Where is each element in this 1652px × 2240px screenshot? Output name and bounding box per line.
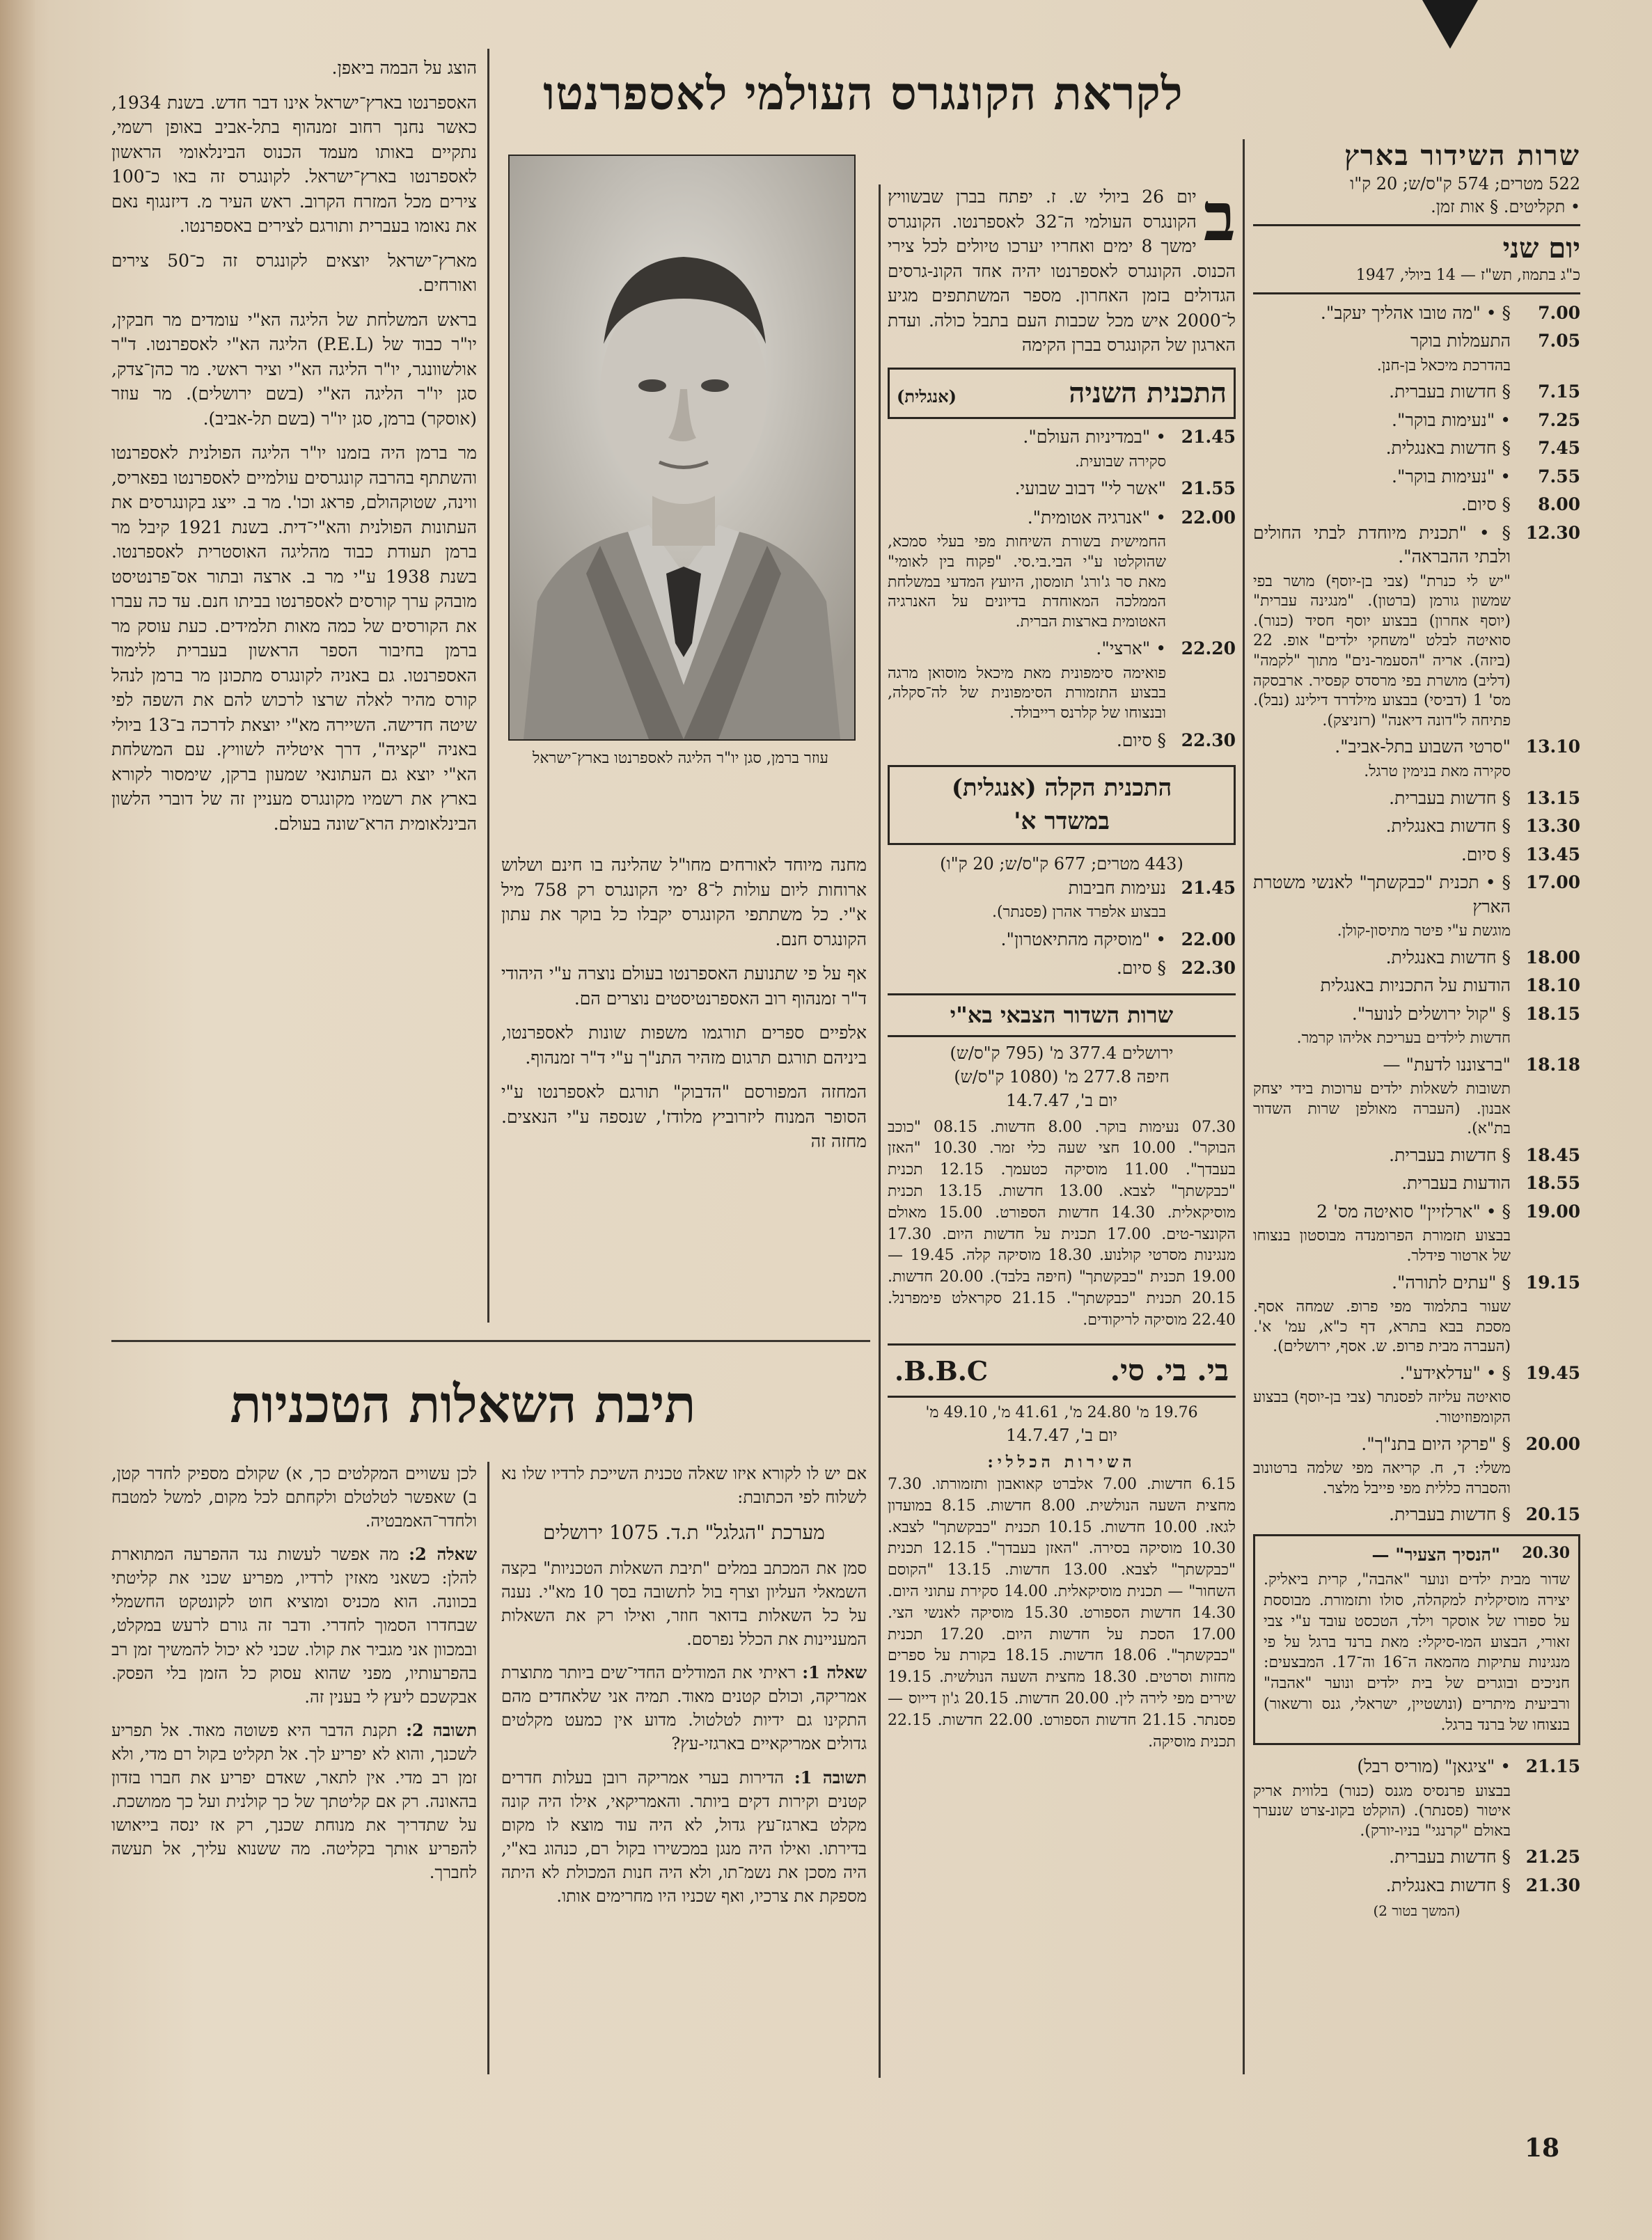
article-paragraph: האספרנטו בארץ־ישראל אינו דבר חדש. בשנת 1934, כאשר נחנך רחוב זמנהוף בתל-אביב באופן רשמי, נתקיים באותו מעמד הכנוס הבינלאומי הראשון לאספרנטו בארץ־ישראל. לקונגרס זה באו כ־100 צירים מכל המזרח הקרוב. ראש העיר מ. דיזנגוף נאם את נאומו בעברית ותורגם לצירים באספרנטו. bbox=[111, 92, 477, 236]
schedule-text: "ברצוננו לדעת" — bbox=[1383, 1054, 1511, 1075]
schedule-time: 19.45 bbox=[1525, 1362, 1580, 1383]
schedule-time: 18.18 bbox=[1525, 1054, 1580, 1075]
tech-headline: תיבת השאלות הטכניות bbox=[230, 1375, 696, 1435]
schedule-time: 18.45 bbox=[1525, 1144, 1580, 1165]
schedule-text: § סיום. bbox=[1461, 844, 1511, 865]
schedule-time: 21.15 bbox=[1525, 1756, 1580, 1777]
military-title: שרות השדור הצבאי בא"י bbox=[950, 1001, 1174, 1028]
schedule-text: "אשר לי" דבוב שבועי. bbox=[1014, 478, 1166, 499]
article-paragraph: מר ברמן היה בזמנו יו"ר הליגה הפולנית לאספרנטו והשתתף בהרבה קונגרסים עולמיים לאספרנטו בפאריס, ווינה, שטוקהולם, פראג וכו'. מר ב. ייצג בקונגרסים את העתונות הפולנית והא"י־דית. בשנת 1921 קיבל מר ברמן תעודת כבוד מהליגה האוסטרית לאספרנטו. בשנת 1938 ע"י מר ב. ארצה ובתור אס־פרנטיסט מובהק ערך קורסים לאספרנטו בביתו חנם. עד כה עברו את הקורסים של כמה מאות תלמידים. כעת עוסק מר ברמן בחיבור הספר הראשון בעברית ללימוד האספרנטו. גם באניה לקונגרס מתכונן מר ברמן לנהל קורס מהיר לאלה שרצו לרכוש להם את השפה לפי שיטה חדישה. השיירה מא"י יוצאת לדרכה ב־13 ביולי באניה "קציה", דרך איטליה לשוויץ. עם המשלחת הא"י יוצא גם העתונאי שמעון ברקן, שימסור לקורא בארץ את רשמיו מקונגרס מעניין זה של דוברי הלשון הבינלאומית הרא־שונה בעולם. bbox=[111, 443, 477, 834]
schedule-text: • "במדיניות העולם". bbox=[1023, 427, 1166, 448]
schedule-text: • "נעימות בוקר". bbox=[1392, 466, 1511, 487]
schedule-time: 7.45 bbox=[1538, 438, 1580, 459]
schedule-text: • "נעימות בוקר". bbox=[1392, 409, 1511, 430]
schedule-subtext: "יש לי כנרת" (צבי בן-יוסף) מושר בפי שמשון גורמן (ברטון). "מנגינה עברית" (יוסף אחרון) בבצוע יוסף חסיד (כנור). סואיטה לבלט "משחקי ילדים" אופ. 22 (ביזה). אריה "הסעמר-נים" מתוך "לקמה" (דליב) מושרת בפי מרסדס קפסיר. ארבסקה מס' 1 (דביסי) בבצוע מילדרד דילינג (נבל). פתיחה ל"דונה דיאנה" (רזניצק). bbox=[1253, 572, 1511, 729]
late-schedule-list bbox=[1253, 1755, 1580, 1898]
schedule-subtext: סואיטה עליזה לפסנתר (צבי בן-יוסף) בבצוע הקומפוזיטור. bbox=[1253, 1389, 1511, 1427]
schedule-time: 7.05 bbox=[1538, 331, 1580, 352]
divider bbox=[1253, 224, 1580, 226]
congress-intro-text: יום 26 ביולי ש. ז. יפתח בברן שבשוויץ הקונגרס העולמי ה־32 לאספרנטו. הקונגרס ימשך 8 ימים ואחריו יערכו טיולים לכל צירי הכנוס. הקונגרס לאספרנטו יהיה אחד הקונ-גרסים הגדולים בזמן האחרון. מספר המשתתפים מגיע ל־2000 איש מכל שכבות העם בתבל כולה. ועדת הארגון של הקונגרס בברן הקימה bbox=[888, 187, 1236, 355]
schedule-time: 21.45 bbox=[1181, 427, 1236, 448]
bbc-service: השירות הכללי: bbox=[987, 1453, 1136, 1472]
tech-intro: אם יש לו לקורא איזו שאלה טכנית השייכת לרדיו שלו נא לשלוח לפי הכתובת: bbox=[501, 1464, 867, 1508]
schedule-subtext: סקירה מאת בנימין טרגל. bbox=[1364, 762, 1511, 780]
boxed-program-title: "הנסיך הצעיר" — bbox=[1371, 1544, 1500, 1565]
schedule-subtext: משלי: ד, ח. קריאה מפי שלמה ברטונוב והסברה כללית מפי פייבל מלצר. bbox=[1253, 1460, 1511, 1497]
schedule-subtext: תשובות לשאלות ילדים ערוכות בידי יצחק אבנון. (העברה מאולפן שרות השדור בת"א). bbox=[1253, 1080, 1511, 1138]
column-rule bbox=[487, 49, 489, 1323]
schedule-subtext: בהדרכת מיכאל בן-חנן. bbox=[1376, 356, 1511, 374]
program-item bbox=[888, 476, 1236, 501]
schedule-item bbox=[1253, 1845, 1580, 1870]
military-freq1: ירושלים 377.4 מ' (795 ק"ס/ש) bbox=[950, 1043, 1174, 1064]
drop-cap: ב bbox=[1203, 178, 1236, 256]
bbc-text: 6.15 חדשות. 7.00 אלברט קאואבון ותזמורתו. 7.30 מחצית השעה הנולשית. 8.00 חדשות. 8.15 במועדון לגאז. 10.00 חדשות. 10.15 תכנית "כבקשתך" לצבא. 10.30 מוסיקה בסירה. "האזן בעבדך". 12.15 תכנית "כבקשתך" לצבא. 13.00 חדשות. 13.15 "הקוסם השחור" — תכנית מוסיקאלית. 14.00 סקירת עתוני היום. 14.30 חדשות הספורט. 15.30 מוסיקה לאנשי הצי. 17.00 הסכת על חדשות היום. 17.20 תכנית "כבקשתך". 18.06 חדשות. 18.15 בקורת על ספרים מחזות וסרטים. 18.30 מחצית השעה הנולשית. 19.15 שירים מפי לירה לין. 20.00 חדשות. 20.15 ג'ון דייוס — פסנתר. 21.15 חדשות הספורט. 22.00 חדשות. 22.15 תכנית מוסיקה. bbox=[888, 1476, 1236, 1751]
portrait-photo bbox=[508, 155, 856, 741]
article-paragraph: אף על פי שתנועת האספרנטו בעולם נוצרה ע"י היהודי ד"ר זמנהוף רוב האספרנטיסטים נוצרים הם. bbox=[501, 963, 867, 1009]
tech-left-top: לכן עשויים המקלטים כך, א) שקולם מספיק לחדר קטן, ב) שאפשר לטלטלם ולקחתם לכל מקום, למשל למטבח ולחדר־האמבטיה. bbox=[111, 1464, 477, 1531]
schedule-text: התעמלות בוקר bbox=[1410, 331, 1511, 352]
radio-header-title: שרות השידור בארץ bbox=[1344, 139, 1580, 172]
column-rule bbox=[487, 1462, 489, 2074]
page-number: 18 bbox=[1525, 2133, 1560, 2163]
schedule-time: 22.00 bbox=[1181, 507, 1236, 528]
tech-a2 bbox=[111, 1719, 477, 1885]
second-program-list bbox=[888, 425, 1236, 752]
schedule-text: § חדשות בעברית. bbox=[1389, 787, 1511, 808]
boxed-program-text: שדור מבית ילדים ונוער "אהבה", קרית ביאליק. יצירה מוסיקלית למקהלה, סולו ותזמורת. מבוססת על ספורו של אוסקר וילד, הטכסט עובד ע"י צבי זאורי, הבצוע המו-סיקלי: מאת ברנד ברגל על פי מנגינות עתיקות מהמאה ה־16 וה־17. המבצעים: חניכים ובוגרים של בית ילדים ונוער "אהבה" ורביעית מיתרים (ונושטיין, ישראלי, גנס ורשאור) בנצוחו של ברנד ברגל. bbox=[1264, 1570, 1571, 1735]
program-item bbox=[888, 728, 1236, 753]
schedule-time: 22.20 bbox=[1181, 638, 1236, 659]
schedule-time: 21.25 bbox=[1525, 1847, 1580, 1868]
schedule-text: • "אנרגיה אטומית". bbox=[1027, 507, 1166, 528]
a1-label: תשובה 1: bbox=[794, 1767, 867, 1788]
tech-q1 bbox=[501, 1661, 867, 1756]
schedule-time: 12.30 bbox=[1525, 522, 1580, 543]
schedule-time: 18.15 bbox=[1525, 1003, 1580, 1024]
schedule-item bbox=[1253, 1271, 1580, 1357]
schedule-text: § סיום. bbox=[1461, 494, 1511, 515]
tech-left-column bbox=[111, 1462, 477, 1894]
schedule-subtext: בבצוע פרנסיס מגנס (כנור) בלווית אריק איטור (פסנתר). (הוקלט בקונ-צרט שנערך באולם "קרנגי" בניו-יורק). bbox=[1253, 1782, 1511, 1840]
schedule-text: "סרטי השבוע בתל-אביב". bbox=[1335, 736, 1511, 757]
schedule-item bbox=[1253, 329, 1580, 376]
schedule-time: 7.15 bbox=[1538, 381, 1580, 402]
day-title: יום שני bbox=[1502, 232, 1580, 265]
schedule-subtext: סקירה שבועית. bbox=[1075, 452, 1166, 471]
schedule-time: 20.00 bbox=[1525, 1433, 1580, 1454]
schedule-text: § "קול ירושלים לנוער". bbox=[1351, 1003, 1511, 1024]
schedule-subtext: שעור בתלמוד מפי פרופ. שמחה אסף. מסכת בבא בתרא, דף כ"א, עמ' א'. (העברה מבית פרופ. ש. אסף, ירושלים). bbox=[1253, 1298, 1511, 1356]
schedule-text: § • "מה טובו אהליך יעקב". bbox=[1320, 302, 1511, 323]
schedule-text: הודעות על התכניות באנגלית bbox=[1320, 975, 1511, 996]
schedule-item bbox=[1253, 1144, 1580, 1168]
schedule-text: § חדשות באנגלית. bbox=[1385, 438, 1511, 459]
schedule-text: § סיום. bbox=[1116, 729, 1166, 750]
article-paragraph: בראש המשלחת של הליגה הא"י עומדים מר חבקין, יו"ר כבוד של (P.E.L) הליגה הא"י לאספרנטו. ד"ר אולשוונגר, יו"ר הליגה הא"י וציר ראשי. מר כהן־צדק, סגן יו"ר הליגה הא"י (בשם ירושלים). מר עוזר (אוסקר) ברמן, סגן יו"ר (בשם תל-אביב). bbox=[111, 309, 477, 429]
schedule-time: 22.30 bbox=[1181, 958, 1236, 979]
schedule-time: 19.15 bbox=[1525, 1272, 1580, 1293]
portrait-illustration bbox=[510, 156, 854, 739]
military-broadcast bbox=[888, 993, 1236, 1332]
article-paragraph: הוצג על הבמה ביאפן. bbox=[331, 58, 477, 78]
column-rule bbox=[1243, 139, 1245, 2074]
tech-address: מערכת "הגלגל" ת.ד. 1075 ירושלים bbox=[543, 1521, 825, 1545]
bbc-title-en: B.B.C. bbox=[895, 1355, 989, 1387]
a2-label: תשובה 2: bbox=[406, 1719, 477, 1740]
schedule-text: • "ארצי". bbox=[1096, 638, 1166, 659]
article-paragraph: המחזה המפורסם "הדבוק" תורגם לאספרנטו ע"י הסופר המנוח ליזרוביץ מלודז', שנספה ע"י הנאצים. מחזה זה bbox=[501, 1082, 867, 1151]
bbc-broadcast bbox=[888, 1343, 1236, 1753]
schedule-item bbox=[1253, 1172, 1580, 1196]
schedule-text: § חדשות בעברית. bbox=[1389, 381, 1511, 402]
q2-text: מה אפשר לעשות נגד ההפרעה המתוארת להלן: כשאני מאזין לרדיו, מפריע שכני את קליטתי בכוונה. הוא מכניס ומוציא חוט לקונטקט החשמלי שבחדרו הסמוך לחדרי. ודבר זה גורם לרעש במקלט, ובמכוון אני מגביר את קולו. שכני לא יכול להמשיך זמן רב בהפרעותיו, מפני שהוא עסוק כל הזמן בלי הפסק. אבקשכם ליעץ לי בענין זה. bbox=[111, 1545, 477, 1707]
schedule-time: 7.25 bbox=[1538, 409, 1580, 430]
schedule-time: 13.30 bbox=[1525, 816, 1580, 837]
schedule-text: § "עתים לתורה". bbox=[1392, 1272, 1511, 1293]
military-text: 07.30 נעימות בוקר. 8.00 חדשות. 08.15 "כוכב הבוקר". 10.00 חצי שעה כלי זמר. 10.30 "האזן בעבדך". 11.00 מוסיקה כטעמך. 12.15 תכנית "כבקשתך" לצבא. 13.00 חדשות. 13.15 תכנית מוסיקאלית. 14.30 חדשות הספורט. 15.00 מאולם הקונצר-טים. 17.00 תכנית על חדשות היום. 17.30 מנגינות מסרטי קולנוע. 18.30 מוסיקה קלה. 19.45 — 19.00 תכנית "כבקשתך" (חיפה בלבד). 20.00 חדשות. 20.15 תכנית "כבקשתך". 21.15 סקראלט פימפרנל. 22.40 מוסיקה לריקודים. bbox=[888, 1118, 1236, 1329]
schedule-time: 20.15 bbox=[1525, 1504, 1580, 1525]
military-day: יום ב', 14.7.47 bbox=[1005, 1091, 1118, 1111]
boxed-program bbox=[1253, 1534, 1580, 1745]
schedule-text: § חדשות בעברית. bbox=[1389, 1504, 1511, 1525]
schedule-item bbox=[1253, 1433, 1580, 1499]
a2-text: תקנת הדבר היא פשוטה מאוד. אל תפריע לשכנך, והוא לא יפריע לך. אל תקליט בקול רם מדי, ולא זמן רב מדי. אין לתאר, שאדם יפריע את חברו בזדון בהאונה. רק אם קליטתך של כך קולנית ועל כך ממושכת. על שתדריך את מנוחת שכנך, רק אז ינסה בייאושו להפריע אותך בקליטה. מה ששנוא עליך, אל תעשה לחברך. bbox=[111, 1720, 477, 1883]
bbc-freq: 19.76 מ' 24.80 מ', 41.61 מ', 49.10 מ' bbox=[925, 1404, 1198, 1422]
schedule-text: • "מוסיקה מהתיאטרון". bbox=[1000, 929, 1166, 949]
schedule-item bbox=[1253, 409, 1580, 433]
light-program bbox=[888, 765, 1236, 981]
schedule-item bbox=[1253, 1874, 1580, 1898]
q1-label: שאלה 1: bbox=[802, 1662, 867, 1683]
schedule-subtext: החמישית בשורת השיחות מפי בעלי סמכא, שהוקלטו ע"י הבי.בי.סי. "פקוח בין לאומי" מאת סר ג'ורג' תומסון, היועץ המדעי במשלחת הממלכה המאוחדת בדיונים על האנרגיה האטומית בארצות הברית. bbox=[888, 533, 1166, 631]
congress-intro bbox=[888, 178, 1236, 358]
q1-text: ראיתי את המודלים החדי־שים ביותר מתוצרת אמריקה, וכולם קטנים מאוד. תמיה אני שלאחדים מהם התקינו גם ידיות לטלטול. מדוע אין כמעט מקלטים גדולים אמריקאיים בארגזי-עץ? bbox=[501, 1663, 867, 1754]
light-program-freq: (443 מטרים; 677 ק"ס/ש; 20 ק"ו) bbox=[940, 853, 1183, 874]
schedule-time: 21.45 bbox=[1181, 877, 1236, 898]
schedule-text: § חדשות באנגלית. bbox=[1385, 1875, 1511, 1895]
q2-label: שאלה 2: bbox=[409, 1544, 477, 1565]
light-program-title-box bbox=[888, 765, 1236, 845]
schedule-time: 17.00 bbox=[1525, 872, 1580, 893]
schedule-subtext: מוגשת ע"י פיטר מתיסון-קולן. bbox=[1337, 922, 1511, 940]
article-paragraph: מחנה מיוחד לאורחים מחו"ל שהלינה בו חינם ושלוש ארוחות ליום עולות ל־8 ימי הקונגרס רק 758 מיל א"י. כל משתתפי הקונגרס יקבלו כל בוקר את עתון הקונגרס חנם. bbox=[501, 855, 867, 949]
schedule-item bbox=[1253, 301, 1580, 326]
schedule-text: § חדשות בעברית. bbox=[1389, 1144, 1511, 1165]
schedule-subtext: בבצוע אלפרד אהרן (פסנתר). bbox=[991, 904, 1166, 922]
program-item bbox=[888, 956, 1236, 981]
schedule-time: 7.55 bbox=[1538, 466, 1580, 487]
schedule-time: 13.10 bbox=[1525, 736, 1580, 757]
page-fold-shadow bbox=[0, 0, 35, 2240]
schedule-time: 18.00 bbox=[1525, 947, 1580, 968]
photo-caption: עוזר ברמן, סגן יו"ר הליגה לאספרנטו בארץ־ישראל bbox=[533, 750, 828, 767]
congress-intro-column bbox=[888, 178, 1236, 1753]
schedule-item bbox=[1253, 946, 1580, 970]
program-item bbox=[888, 927, 1236, 952]
schedule-text: § • "תכנית מיוחדת לבתי החולים ולבתי ההבראה". bbox=[1253, 522, 1511, 567]
schedule-item bbox=[1253, 1200, 1580, 1267]
schedule-text: § • "ארלזיין" סואיטה מס' 2 bbox=[1316, 1201, 1511, 1222]
schedule-text: הודעות בעברית. bbox=[1401, 1173, 1511, 1194]
article-paragraph: מארץ־ישראל יוצאים לקונגרס זה כ־50 צירים ואורחים. bbox=[111, 250, 477, 295]
schedule-time: 7.00 bbox=[1538, 302, 1580, 323]
schedule-item bbox=[1253, 1002, 1580, 1049]
divider bbox=[1253, 292, 1580, 294]
schedule-time: 8.00 bbox=[1538, 494, 1580, 515]
column-rule bbox=[879, 184, 881, 2078]
schedule-subtext: פואימה סימפונית מאת מיכאל מוסואן מרגה בבצוע התזמורת הסימפונית של לה־סקלה, ובנצוחו של קלרנס רייבולד. bbox=[888, 664, 1166, 723]
radio-header-line1: 522 מטרים; 574 ק"ס/ש; 20 ק"ו bbox=[1350, 174, 1580, 194]
schedule-item bbox=[1253, 521, 1580, 732]
schedule-subtext: חדשות לילדים בעריכת אליהו קרמר. bbox=[1296, 1030, 1511, 1048]
radio-schedule-column bbox=[1253, 139, 1580, 1921]
schedule-item bbox=[1253, 493, 1580, 517]
schedule-text: § חדשות באנגלית. bbox=[1385, 947, 1511, 968]
congress-left-column bbox=[111, 56, 477, 846]
schedule-time: 18.10 bbox=[1525, 975, 1580, 996]
schedule-item bbox=[1253, 814, 1580, 839]
schedule-text: § • "עדלאידע". bbox=[1399, 1362, 1511, 1383]
schedule-time: 21.30 bbox=[1525, 1875, 1580, 1895]
schedule-item bbox=[1253, 1053, 1580, 1139]
schedule-text: § סיום. bbox=[1116, 958, 1166, 979]
tech-intro2: סמן את המכתב במלים "תיבת השאלות הטכניות" בקצה השמאלי העליון וצרף בול לתשובה בסך 10 מא"י. נענה על כל השאלות בדואר חוזר, ואילו רק את השאלות המעניינות את הכלל נפרסם. bbox=[501, 1558, 867, 1650]
program-item bbox=[888, 636, 1236, 723]
bbc-title-he: בי. בי. סי. bbox=[1110, 1353, 1229, 1388]
schedule-time: 22.30 bbox=[1181, 729, 1236, 750]
schedule-text: § "פרקי היום בתנ"ך". bbox=[1361, 1433, 1511, 1454]
a1-text: הדירות בערי אמריקה רובן בעלות חדרים קטנים וקירות דקים ביותר. והאמריקאי, אילו היה קונה מקלט בארגז־עץ גדול, לא היה עוד מוצא לו מקום בדירתו. ואילו היה מנגן במכשירו בקול רם, כנהוג בא"י, היה מסכן את נשמ־תו, ולא היה חנות המכולת לא היתה מספקת את צרכיו, ואף שכניו היו מחרימים אותו. bbox=[501, 1767, 867, 1906]
military-title-box bbox=[888, 993, 1236, 1037]
congress-middle-column bbox=[501, 853, 867, 1164]
section-rule bbox=[111, 1340, 870, 1342]
program-item bbox=[888, 876, 1236, 923]
boxed-program-time: 20.30 bbox=[1522, 1543, 1570, 1562]
schedule-item bbox=[1253, 974, 1580, 998]
second-program-lang: (אנגלית) bbox=[897, 386, 957, 407]
light-program-subtitle: במשדר א' bbox=[1014, 807, 1110, 836]
tech-right-column bbox=[501, 1462, 867, 1918]
schedule-time: 13.15 bbox=[1525, 787, 1580, 808]
schedule-item bbox=[1253, 871, 1580, 942]
schedule-item bbox=[1253, 380, 1580, 404]
schedule-item bbox=[1253, 735, 1580, 782]
schedule-time: 19.00 bbox=[1525, 1201, 1580, 1222]
schedule-item bbox=[1253, 1362, 1580, 1428]
schedule-item bbox=[1253, 465, 1580, 489]
tech-a1 bbox=[501, 1766, 867, 1908]
tech-q2 bbox=[111, 1543, 477, 1709]
schedule-text: § • תכנית "כבקשתך" לאנשי משטרת הארץ bbox=[1253, 872, 1511, 917]
schedule-text: נעימות חביבות bbox=[1068, 877, 1166, 898]
schedule-item bbox=[1253, 843, 1580, 867]
article-paragraph: אלפיים ספרים תורגמו משפות שונות לאספרנטו, ביניהם תורגם תרגום מזהיר התנ"ך ע"י ד"ר זמנהוף. bbox=[501, 1023, 867, 1068]
program-item bbox=[888, 425, 1236, 472]
schedule-item bbox=[1253, 1755, 1580, 1841]
continued-note: (המשך בטור 2) bbox=[1373, 1902, 1461, 1920]
schedule-time: 18.55 bbox=[1525, 1173, 1580, 1194]
schedule-text: • "ציגאן" (מוריס רבל) bbox=[1357, 1756, 1511, 1777]
military-freq2: חיפה 277.8 מ' (1080 ק"ס/ש) bbox=[954, 1067, 1170, 1087]
bbc-day: יום ב', 14.7.47 bbox=[1005, 1426, 1118, 1446]
second-program-title: התכנית השניה bbox=[1069, 376, 1227, 409]
schedule-text: § חדשות באנגלית. bbox=[1385, 816, 1511, 837]
schedule-item bbox=[1253, 787, 1580, 811]
bbc-title-box bbox=[888, 1343, 1236, 1398]
schedule-time: 21.55 bbox=[1181, 478, 1236, 499]
schedule-item bbox=[1253, 1503, 1580, 1527]
second-program-title-box bbox=[888, 368, 1236, 420]
page-corner-mark bbox=[1422, 0, 1478, 49]
radio-header-line2: • תקליטים. § אות זמן. bbox=[1431, 197, 1580, 217]
congress-headline: לקראת הקונגרס העולמי לאספרנטו bbox=[543, 66, 1183, 120]
schedule-text: § חדשות בעברית. bbox=[1389, 1847, 1511, 1868]
light-program-title: התכנית הקלה (אנגלית) bbox=[951, 774, 1172, 803]
schedule-subtext: בבצוע תזמורת הפרומנדה מבוסטון בנצוחו של ארטור פידלר. bbox=[1253, 1227, 1511, 1265]
day-schedule-list bbox=[1253, 301, 1580, 1527]
second-program bbox=[888, 368, 1236, 753]
boxed-program-heading bbox=[1264, 1543, 1570, 1567]
schedule-item bbox=[1253, 436, 1580, 461]
schedule-time: 13.45 bbox=[1525, 844, 1580, 865]
program-item bbox=[888, 505, 1236, 632]
date-line: כ"ג בתמוז, תש"ז — 14 ביולי, 1947 bbox=[1355, 267, 1580, 285]
light-program-list bbox=[888, 876, 1236, 981]
schedule-time: 22.00 bbox=[1181, 929, 1236, 949]
